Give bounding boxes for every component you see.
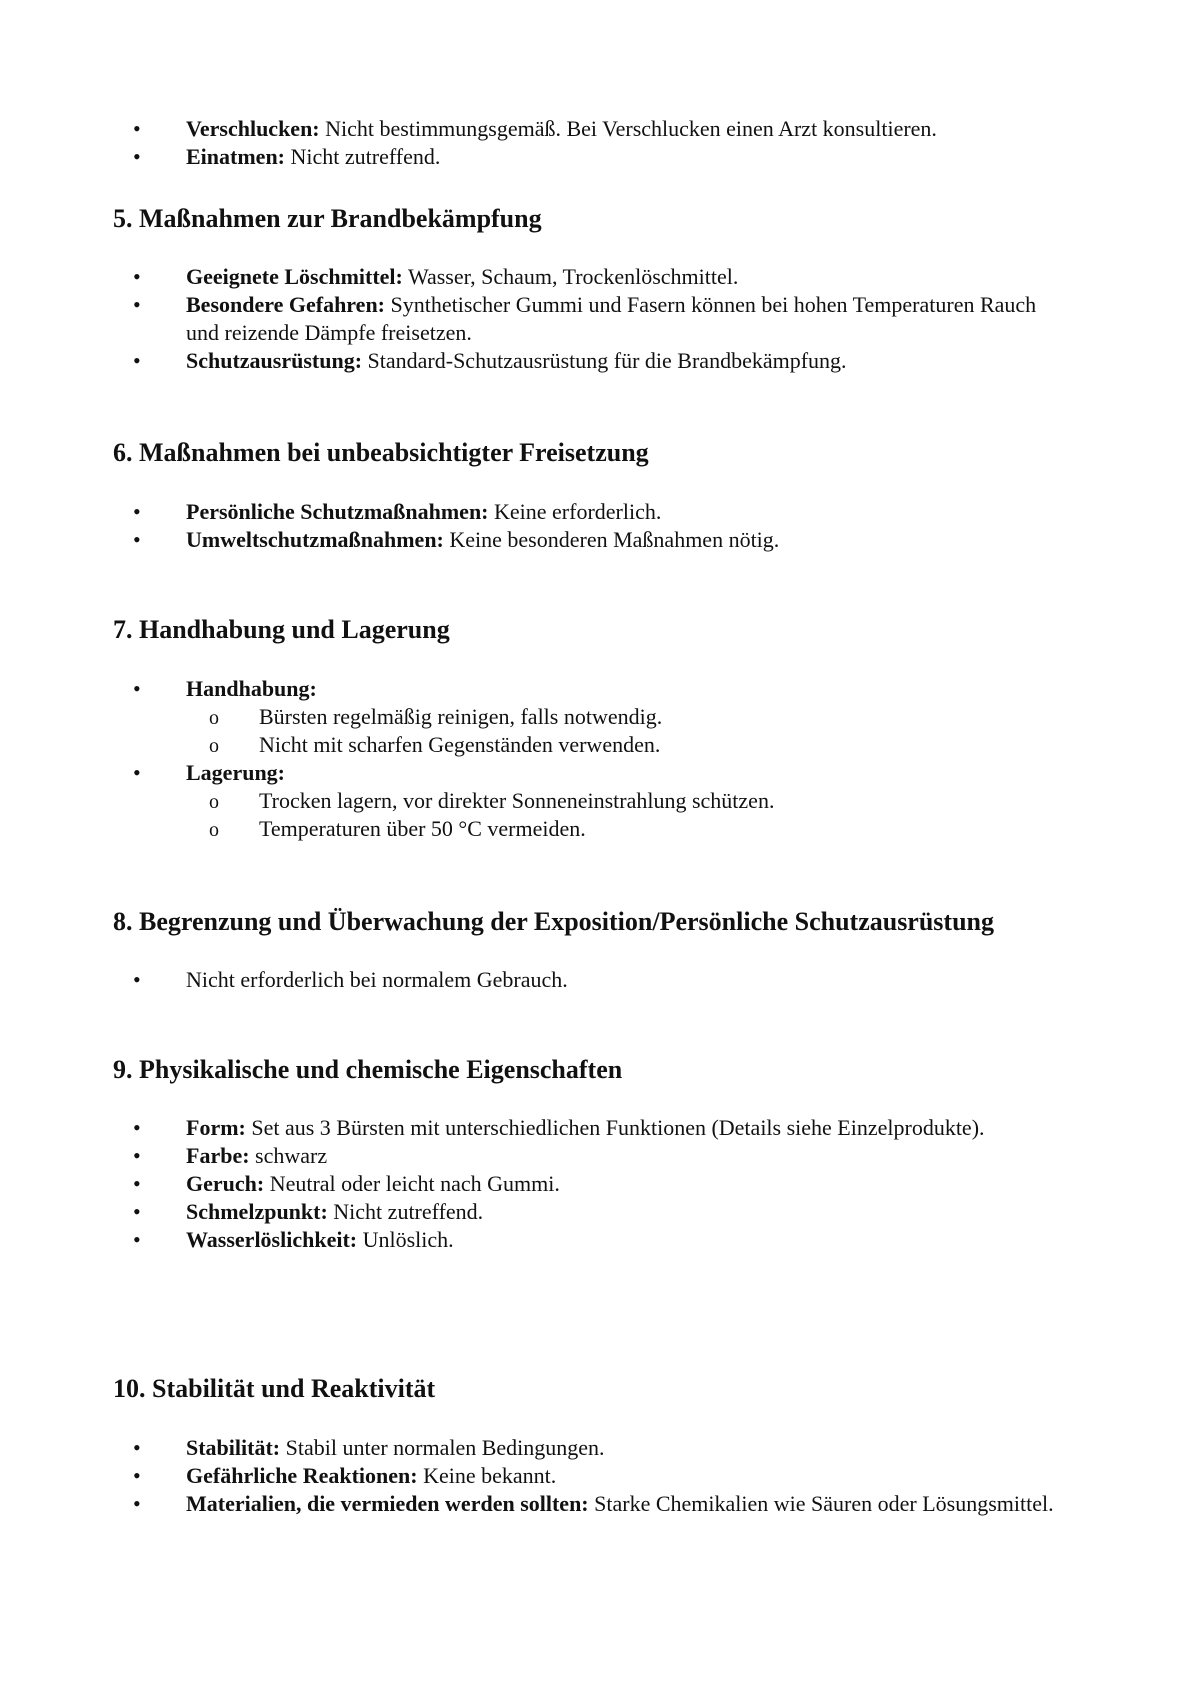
item-label: Materialien, die vermieden werden sollten:	[186, 1491, 589, 1516]
sub-list-item	[0, 731, 1070, 759]
bullet-list	[0, 966, 1190, 994]
list-item	[0, 1490, 1190, 1518]
list-item	[0, 1434, 1190, 1462]
bullet-icon: •	[133, 292, 141, 317]
sub-list-item	[0, 787, 1070, 815]
item-label: Geruch:	[186, 1171, 265, 1196]
item-text: Stabil unter normalen Bedingungen.	[280, 1435, 605, 1460]
bullet-icon: •	[133, 676, 141, 701]
item-text: Synthetischer Gummi und Fasern können bei hohen Temperaturen Rauch und reizende Dämpfe freisetzen.	[186, 292, 1037, 345]
bullet-list	[0, 1114, 1190, 1254]
bullet-icon: •	[133, 1463, 141, 1488]
item-text: Nicht bestimmungsgemäß. Bei Verschlucken einen Arzt konsultieren.	[319, 116, 937, 141]
item-label: Wasserlöslichkeit:	[186, 1227, 358, 1252]
bullet-icon: •	[133, 1171, 141, 1196]
section-7-heading: 7. Handhabung und Lagerung	[113, 615, 450, 644]
bullet-icon: •	[133, 1115, 141, 1140]
item-label: Umweltschutzmaßnahmen:	[186, 527, 444, 552]
item-text: Nicht zutreffend.	[285, 144, 441, 169]
section-6-body	[0, 498, 1190, 554]
sub-item-text: Temperaturen über 50 °C vermeiden.	[259, 816, 586, 841]
list-item	[0, 291, 1190, 347]
list-item	[0, 1198, 1190, 1226]
item-label: Handhabung:	[186, 676, 317, 701]
list-item	[0, 675, 1190, 759]
bullet-list	[0, 115, 1190, 171]
item-label: Form:	[186, 1115, 246, 1140]
section-6-heading: 6. Maßnahmen bei unbeabsichtigter Freisetzung	[113, 438, 649, 467]
list-item	[0, 1114, 1190, 1142]
circle-bullet-icon: o	[209, 735, 219, 757]
section-8-heading: 8. Begrenzung und Überwachung der Exposition/Persönliche Schutzausrüstung	[113, 907, 995, 936]
bullet-icon: •	[133, 1199, 141, 1224]
sub-list	[186, 787, 1070, 843]
section-5-body	[0, 263, 1190, 375]
list-item	[0, 498, 1190, 526]
item-label: Schutzausrüstung:	[186, 348, 363, 373]
bullet-list	[0, 263, 1190, 375]
bullet-icon: •	[133, 499, 141, 524]
sub-list-item	[0, 815, 1070, 843]
list-item	[0, 1142, 1190, 1170]
item-text: Set aus 3 Bürsten mit unterschiedlichen Funktionen (Details siehe Einzelprodukte).	[245, 1115, 985, 1140]
bullet-list	[0, 675, 1190, 843]
item-text: Starke Chemikalien wie Säuren oder Lösungsmittel.	[588, 1491, 1054, 1516]
bullet-icon: •	[133, 1491, 141, 1516]
bullet-icon: •	[133, 264, 141, 289]
item-text: Keine bekannt.	[417, 1463, 557, 1488]
bullet-icon: •	[133, 527, 141, 552]
item-label: Schmelzpunkt:	[186, 1199, 328, 1224]
item-text: Keine erforderlich.	[488, 499, 662, 524]
list-item	[0, 759, 1190, 843]
list-item	[0, 1170, 1190, 1198]
item-label: Besondere Gefahren:	[186, 292, 385, 317]
list-item	[0, 143, 1190, 171]
bullet-list	[0, 498, 1190, 554]
sub-item-text: Nicht mit scharfen Gegenständen verwenden.	[259, 732, 661, 757]
sub-list	[186, 703, 1070, 759]
section-10-heading: 10. Stabilität und Reaktivität	[113, 1374, 436, 1403]
item-label: Farbe:	[186, 1143, 250, 1168]
circle-bullet-icon: o	[209, 707, 219, 729]
bullet-icon: •	[133, 1227, 141, 1252]
item-label: Geeignete Löschmittel:	[186, 264, 403, 289]
bullet-icon: •	[133, 348, 141, 373]
section-4-continuation	[0, 115, 1190, 171]
item-text: Unlöslich.	[357, 1227, 454, 1252]
list-item	[0, 1462, 1190, 1490]
bullet-icon: •	[133, 967, 141, 992]
list-item	[0, 526, 1190, 554]
bullet-icon: •	[133, 144, 141, 169]
list-item	[0, 966, 1190, 994]
item-text: Keine besonderen Maßnahmen nötig.	[443, 527, 780, 552]
item-text: Nicht erforderlich bei normalem Gebrauch.	[186, 967, 568, 992]
item-label: Gefährliche Reaktionen:	[186, 1463, 418, 1488]
list-item	[0, 263, 1190, 291]
item-text: schwarz	[249, 1143, 328, 1168]
list-item	[0, 115, 1190, 143]
bullet-icon: •	[133, 116, 141, 141]
circle-bullet-icon: o	[209, 819, 219, 841]
circle-bullet-icon: o	[209, 791, 219, 813]
section-8-body	[0, 966, 1190, 994]
item-text: Nicht zutreffend.	[327, 1199, 484, 1224]
sub-item-text: Trocken lagern, vor direkter Sonneneinstrahlung schützen.	[259, 788, 775, 813]
item-label: Stabilität:	[186, 1435, 281, 1460]
item-label: Persönliche Schutzmaßnahmen:	[186, 499, 489, 524]
bullet-list	[0, 1434, 1190, 1518]
list-item	[0, 1226, 1190, 1254]
section-5-heading: 5. Maßnahmen zur Brandbekämpfung	[113, 204, 542, 233]
item-text: Standard-Schutzausrüstung für die Brandbekämpfung.	[362, 348, 847, 373]
list-item	[0, 347, 1190, 375]
section-9-heading: 9. Physikalische und chemische Eigenschaften	[113, 1055, 623, 1084]
sub-item-text: Bürsten regelmäßig reinigen, falls notwendig.	[259, 704, 663, 729]
sub-list-item	[0, 703, 1070, 731]
bullet-icon: •	[133, 1435, 141, 1460]
item-label: Lagerung:	[186, 760, 285, 785]
item-text: Wasser, Schaum, Trockenlöschmittel.	[402, 264, 739, 289]
item-text: Neutral oder leicht nach Gummi.	[264, 1171, 560, 1196]
bullet-icon: •	[133, 760, 141, 785]
section-10-body	[0, 1434, 1190, 1518]
section-7-body	[0, 675, 1190, 843]
item-label: Verschlucken:	[186, 116, 320, 141]
bullet-icon: •	[133, 1143, 141, 1168]
section-9-body	[0, 1114, 1190, 1254]
item-label: Einatmen:	[186, 144, 285, 169]
